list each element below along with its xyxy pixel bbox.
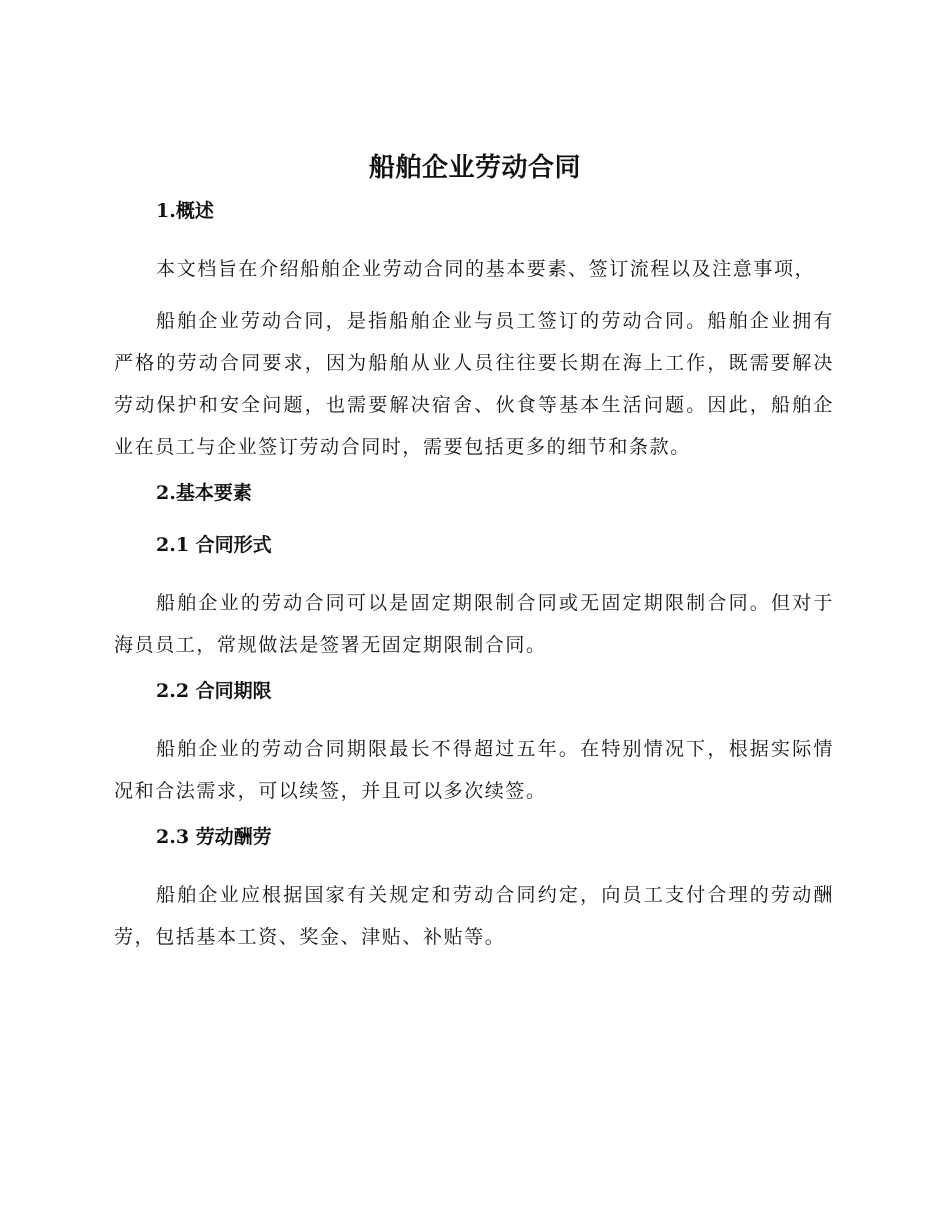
section-heading-contract-form: 2.1 合同形式 xyxy=(156,534,272,556)
paragraph-contract-term: 船舶企业的劳动合同期限最长不得超过五年。在特别情况下，根据实际情况和合法需求，可以续签，并且可以多次续签。 xyxy=(114,738,834,802)
section-heading-overview: 1.概述 xyxy=(156,200,214,222)
paragraph-remuneration: 船舶企业应根据国家有关规定和劳动合同约定，向员工支付合理的劳动酬劳，包括基本工资、奖金、津贴、补贴等。 xyxy=(114,884,834,948)
section-heading-contract-term: 2.2 合同期限 xyxy=(156,680,272,702)
paragraph-purpose: 本文档旨在介绍船舶企业劳动合同的基本要素、签订流程以及注意事项， xyxy=(156,258,816,280)
paragraph-contract-form: 船舶企业的劳动合同可以是固定期限制合同或无固定期限制合同。但对于海员员工，常规做法是签署无固定期限制合同。 xyxy=(114,592,834,656)
paragraph-definition: 船舶企业劳动合同，是指船舶企业与员工签订的劳动合同。船舶企业拥有严格的劳动合同要求，因为船舶从业人员往往要长期在海上工作，既需要解决劳动保护和安全问题，也需要解决宿舍、伙食等基本生活问题。因此，船舶企业在员工与企业签订劳动合同时，需要包括更多的细节和条款。 xyxy=(114,310,834,458)
section-heading-basic-elements: 2.基本要素 xyxy=(156,482,252,504)
document-title: 船舶企业劳动合同 xyxy=(368,153,581,183)
section-heading-remuneration: 2.3 劳动酬劳 xyxy=(156,826,272,848)
document-body xyxy=(114,196,834,958)
